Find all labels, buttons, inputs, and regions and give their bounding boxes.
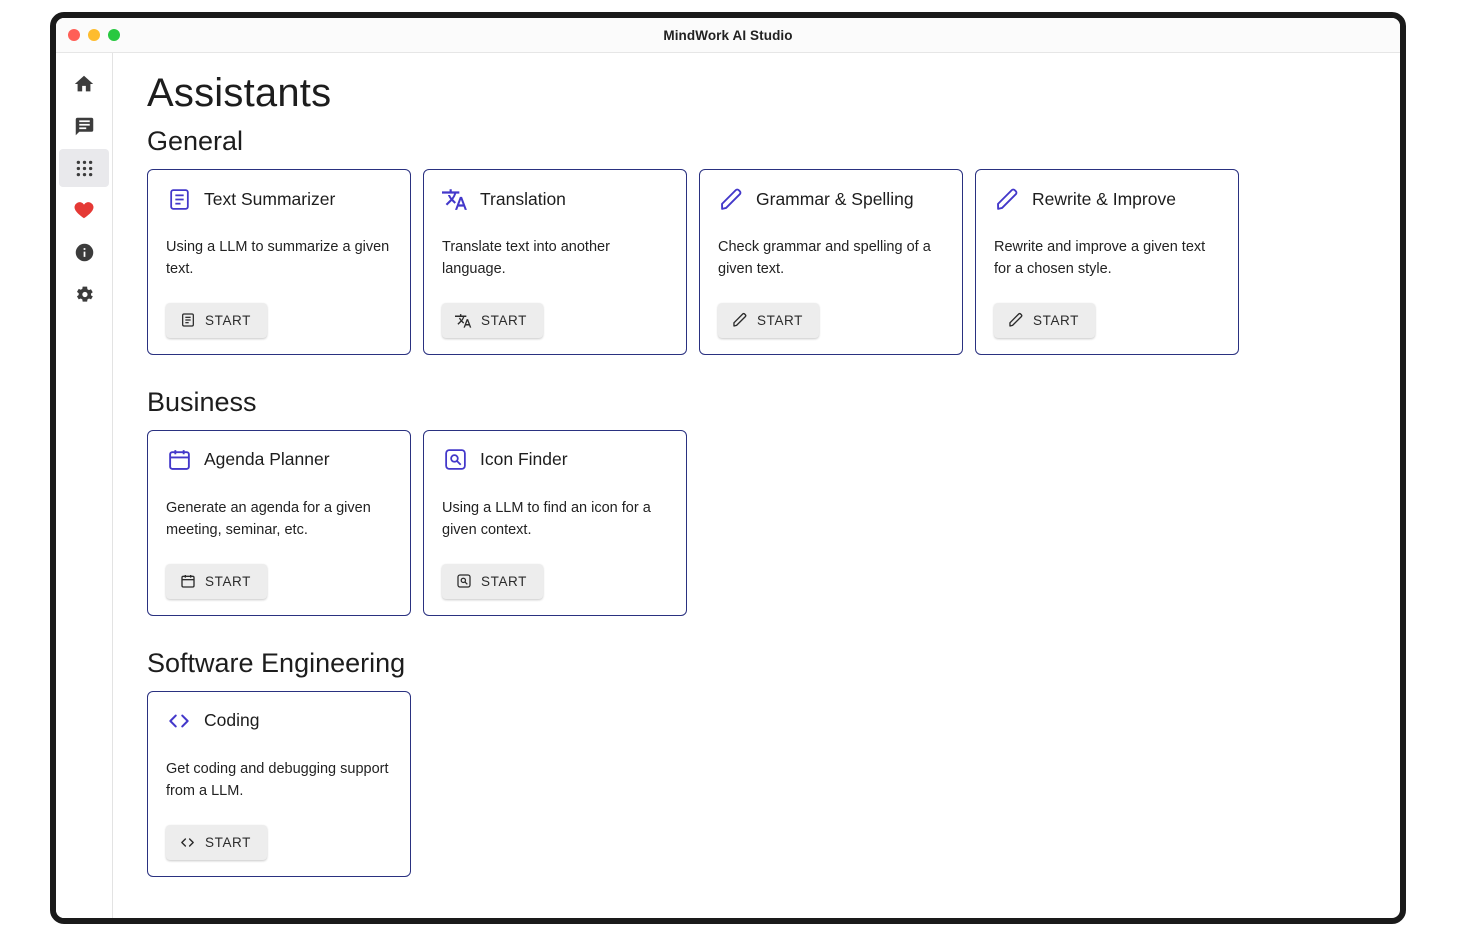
card-title: Rewrite & Improve — [1032, 188, 1176, 209]
assistant-card-row-general — [147, 169, 1372, 355]
card-description: Translate text into another language. — [442, 239, 610, 278]
card-title: Agenda Planner — [204, 449, 330, 470]
close-window-button[interactable] — [68, 29, 80, 41]
start-button-grammar-spelling[interactable] — [718, 303, 819, 338]
assistant-card-rewrite-improve[interactable] — [975, 169, 1239, 355]
window-title: MindWork AI Studio — [663, 27, 793, 43]
assistant-card-row-software-engineering — [147, 691, 1372, 877]
section-heading-general: General — [147, 126, 244, 156]
start-button-label: START — [1033, 312, 1080, 328]
sidebar-item-chat[interactable] — [59, 107, 109, 145]
card-description: Using a LLM to summarize a given text. — [166, 239, 390, 278]
card-header — [442, 447, 668, 473]
calendar-icon — [166, 447, 192, 473]
start-button-agenda-planner[interactable] — [166, 564, 267, 599]
page-title: Assistants — [147, 71, 332, 115]
pencil-icon — [1007, 312, 1024, 329]
heart-icon — [73, 199, 95, 221]
main-content — [113, 53, 1400, 918]
pencil-icon — [994, 186, 1020, 212]
image-search-icon — [455, 573, 472, 590]
window-controls — [68, 29, 120, 41]
card-title: Text Summarizer — [204, 188, 336, 209]
card-header — [166, 186, 392, 212]
sidebar-item-assistants[interactable] — [59, 149, 109, 187]
sidebar-item-settings[interactable] — [59, 275, 109, 313]
start-button-icon-finder[interactable] — [442, 564, 543, 599]
card-description: Generate an agenda for a given meeting, seminar, etc. — [166, 499, 371, 539]
assistant-card-icon-finder[interactable] — [423, 430, 687, 616]
assistant-card-row-business — [147, 430, 1372, 616]
pencil-icon — [731, 312, 748, 329]
app-window — [50, 12, 1406, 924]
image-search-icon — [442, 447, 468, 473]
start-button-label: START — [481, 573, 528, 589]
card-header — [718, 186, 944, 212]
info-icon — [74, 242, 95, 263]
chat-icon — [74, 116, 95, 137]
gear-icon — [74, 284, 95, 305]
card-description: Using a LLM to find an icon for a given context. — [442, 499, 651, 539]
start-button-text-summarizer[interactable] — [166, 303, 267, 338]
start-button-label: START — [205, 312, 252, 328]
start-button-rewrite-improve[interactable] — [994, 303, 1095, 338]
assistant-card-grammar-spelling[interactable] — [699, 169, 963, 355]
code-brackets-icon — [166, 708, 192, 734]
start-button-label: START — [205, 573, 252, 589]
sidebar — [56, 53, 113, 918]
start-button-label: START — [757, 312, 804, 328]
pencil-icon — [718, 186, 744, 212]
card-header — [442, 186, 668, 212]
start-button-coding[interactable] — [166, 825, 267, 860]
translate-icon — [442, 186, 468, 212]
sidebar-item-home[interactable] — [59, 65, 109, 103]
card-title: Icon Finder — [480, 449, 568, 470]
card-header — [994, 186, 1220, 212]
start-button-translation[interactable] — [442, 303, 543, 338]
section-heading-software-engineering: Software Engineering — [147, 647, 406, 678]
start-button-label: START — [481, 312, 528, 328]
assistant-card-agenda-planner[interactable] — [147, 430, 411, 616]
card-title: Grammar & Spelling — [756, 188, 914, 209]
assistant-card-coding[interactable] — [147, 691, 411, 877]
card-description: Check grammar and spelling of a given text. — [718, 239, 931, 278]
minimize-window-button[interactable] — [88, 29, 100, 41]
window-body — [56, 53, 1400, 918]
sidebar-item-favorites[interactable] — [59, 191, 109, 229]
document-text-icon — [179, 312, 196, 329]
maximize-window-button[interactable] — [108, 29, 120, 41]
code-brackets-icon — [179, 834, 196, 851]
card-description: Rewrite and improve a given text for a chosen style. — [994, 239, 1206, 278]
section-heading-business: Business — [147, 386, 257, 417]
home-icon — [73, 73, 95, 95]
translate-icon — [455, 312, 472, 329]
card-description: Get coding and debugging support from a LLM. — [166, 760, 389, 800]
card-header — [166, 447, 392, 473]
grid-apps-icon — [74, 158, 95, 179]
assistant-card-translation[interactable] — [423, 169, 687, 355]
start-button-label: START — [205, 834, 252, 850]
title-bar — [56, 18, 1400, 53]
assistant-card-text-summarizer[interactable] — [147, 169, 411, 355]
card-header — [166, 708, 392, 734]
card-title: Coding — [204, 710, 260, 731]
calendar-icon — [179, 573, 196, 590]
sidebar-item-about[interactable] — [59, 233, 109, 271]
document-text-icon — [166, 186, 192, 212]
card-title: Translation — [480, 188, 566, 209]
